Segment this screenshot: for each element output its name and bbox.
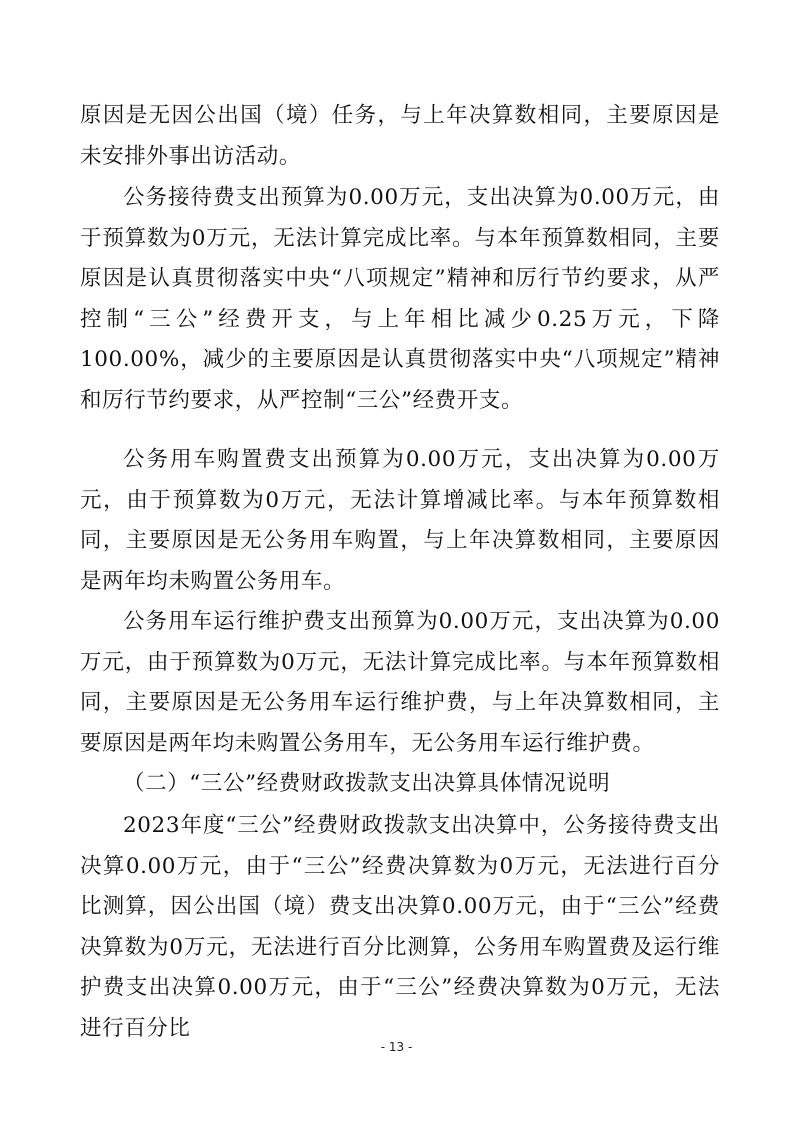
paragraph-fiscal-appropriation-summary: 2023年度“三公”经费财政拨款支出决算中，公务接待费支出决算0.00万元，由于“三公”经费决算数为0万元，无法进行百分比测算，因公出国（境）费支出决算0.00万元，由于“三公”经费决算数为0万元，无法进行百分比测算，公务用车购置费及运行维护费支出决算0.00万元，由于“三公”经费决算数为0万元，无法进行百分比 (80, 813, 720, 1041)
paragraph-reception-expenses: 公务接待费支出预算为0.00万元，支出决算为0.00万元，由于预算数为0万元，无法计算完成比率。与本年预算数相同，主要原因是认真贯彻落实中央“八项规定”精神和厉行节约要求，从严控制“三公”经费开支，与上年相比减少0.25万元，下降100.00%，减少的主要原因是认真贯彻落实中央“八项规定”精神和厉行节约要求，从严控制“三公”经费开支。 (80, 185, 720, 413)
paragraph-vehicle-maintenance: 公务用车运行维护费支出预算为0.00万元，支出决算为0.00万元，由于预算数为0万元，无法计算完成比率。与本年预算数相同，主要原因是无公务用车运行维护费，与上年决算数相同，主要原因是两年均未购置公务用车，无公务用车运行维护费。 (80, 609, 720, 756)
page-number: - 13 - (380, 1040, 413, 1054)
paragraph-vehicle-purchase: 公务用车购置费支出预算为0.00万元，支出决算为0.00万元，由于预算数为0万元，无法计算增减比率。与本年预算数相同，主要原因是无公务用车购置，与上年决算数相同，主要原因是两年均未购置公务用车。 (80, 447, 720, 594)
section-heading: （二）“三公”经费财政拨款支出决算具体情况说明 (123, 771, 611, 796)
paragraph-outbound-travel-continued: 原因是无因公出国（境）任务，与上年决算数相同，主要原因是未安排外事出访活动。 (80, 103, 720, 169)
